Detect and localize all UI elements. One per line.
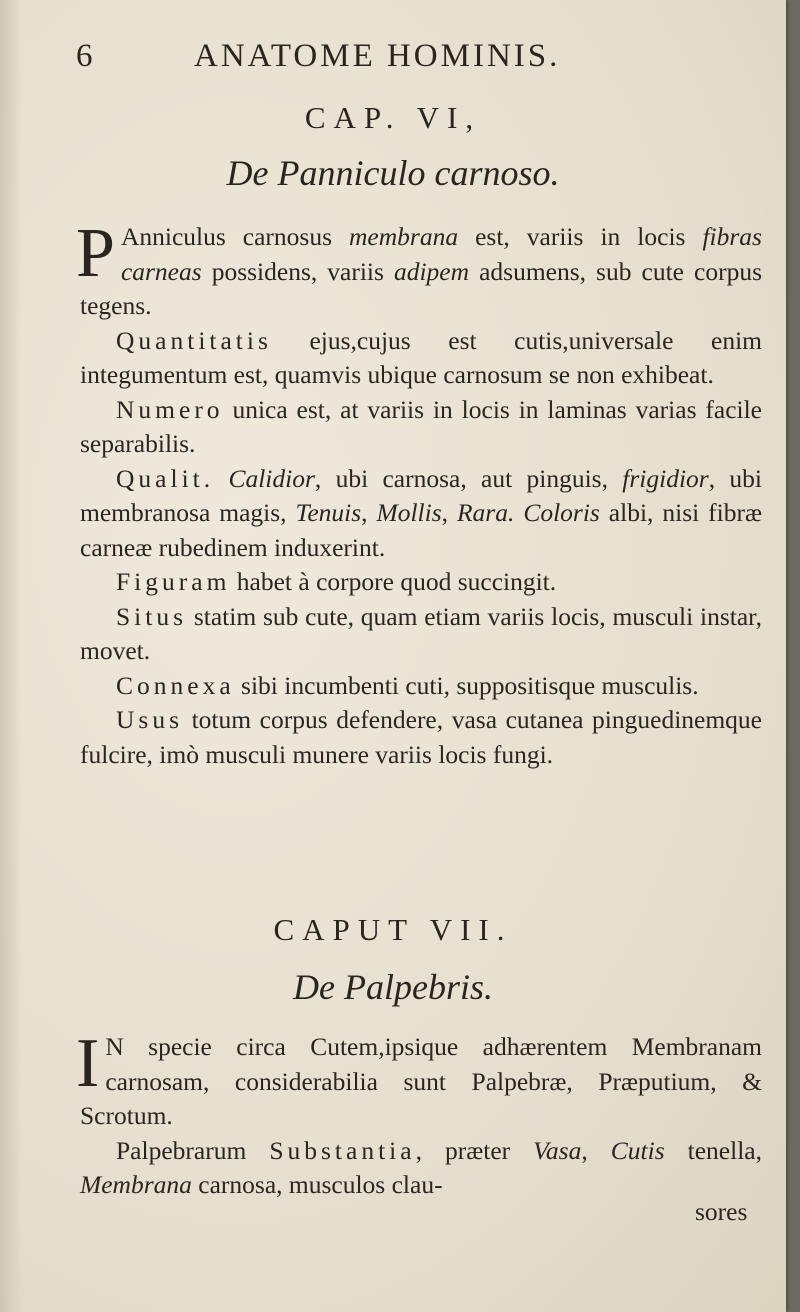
text-span: albi, nisi fibræ carneæ rubedinem induxerint. xyxy=(80,498,762,562)
text-span: , ubi carnosa, aut pinguis, xyxy=(314,463,623,493)
chapter-heading: CAPUT VII. xyxy=(273,912,513,947)
paragraph xyxy=(80,393,762,462)
paragraph xyxy=(76,215,762,324)
text-span: statim sub cute, quam etiam variis locis, musculi instar, movet. xyxy=(80,601,762,665)
text-span: habet à corpore quod succingit. xyxy=(230,567,557,596)
italic-term: membrana xyxy=(349,222,459,251)
text-span: Palpebrarum xyxy=(116,1135,270,1165)
paragraph xyxy=(80,324,762,393)
section-keyword: Qualit. xyxy=(116,463,215,493)
catchword: sores xyxy=(695,1197,748,1226)
chapter-subtitle: De Panniculo carnoso. xyxy=(226,153,560,193)
section-keyword: Numero xyxy=(116,394,224,424)
paragraph xyxy=(80,462,762,566)
chapter-heading: CAP. VI, xyxy=(304,100,482,135)
chapter-subtitle: De Palpebris. xyxy=(293,967,493,1007)
section-keyword: Substantia xyxy=(269,1135,416,1165)
text-span: , ubi membranosa magis, xyxy=(80,463,763,527)
text-span: unica est, at variis in locis in laminas varias facile separabilis. xyxy=(80,394,762,458)
text-span: sibi incumbenti cuti, suppositisque musculis. xyxy=(234,670,699,700)
page-number: 6 xyxy=(76,38,95,74)
text-span: , præter xyxy=(415,1135,534,1165)
section-keyword: Usus xyxy=(116,705,184,734)
section-keyword: Connexa xyxy=(116,670,235,700)
section-keyword: Quantitatis xyxy=(116,325,272,355)
text-span xyxy=(514,498,523,527)
running-title: ANATOME HOMINIS. xyxy=(194,38,561,74)
paragraph xyxy=(80,565,762,600)
drop-cap: I xyxy=(76,1025,100,1102)
italic-term: Cutis xyxy=(610,1135,665,1165)
text-span: , xyxy=(581,1135,611,1165)
chapter-body xyxy=(76,1025,762,1203)
italic-term: Tenuis xyxy=(295,498,362,527)
text-span: tenella, xyxy=(664,1135,762,1165)
text-span: carnosa, musculos clau- xyxy=(191,1170,443,1199)
text-span: possidens, variis xyxy=(201,256,394,286)
text-span: ejus,cujus est cutis,universale enim integumentum est, quamvis ubique carnosum se non exhibeat. xyxy=(80,325,762,389)
page-gutter-shadow xyxy=(0,0,22,1312)
text-span: , xyxy=(361,498,377,527)
italic-term: Calidior xyxy=(228,463,315,493)
paragraph xyxy=(80,600,762,669)
chapter-body xyxy=(76,215,763,772)
drop-cap: P xyxy=(76,215,115,292)
text-span: totum corpus defendere, vasa cutanea pinguedinemque fulcire, imò musculi munere variis locis fungi. xyxy=(80,705,762,769)
text-span: , xyxy=(441,498,457,527)
section-keyword: Situs xyxy=(116,601,188,631)
italic-term: Coloris xyxy=(523,498,600,527)
text-span: Anniculus carnosus xyxy=(120,222,349,251)
text-span: adsumens, sub cute corpus tegens. xyxy=(80,256,762,320)
paragraph xyxy=(80,703,762,772)
paragraph xyxy=(80,1134,762,1203)
italic-term: Rara. xyxy=(456,498,515,527)
italic-term: Membrana xyxy=(80,1170,192,1199)
italic-term: fibras carneas xyxy=(120,222,762,286)
italic-term: adipem xyxy=(393,256,470,286)
italic-term: frigidior xyxy=(622,463,709,493)
section-keyword: Figuram xyxy=(116,567,231,596)
italic-term: Mollis xyxy=(376,498,442,527)
paragraph xyxy=(76,1025,762,1134)
paragraph xyxy=(80,669,762,704)
italic-term: Vasa xyxy=(533,1135,582,1165)
text-span: N specie circa Cutem,ipsique adhærentem Membranam carnosam, considerabilia sunt Palpebræ, Præputium, & Scrotum. xyxy=(80,1032,762,1130)
text-span: est, variis in locis xyxy=(458,222,703,251)
